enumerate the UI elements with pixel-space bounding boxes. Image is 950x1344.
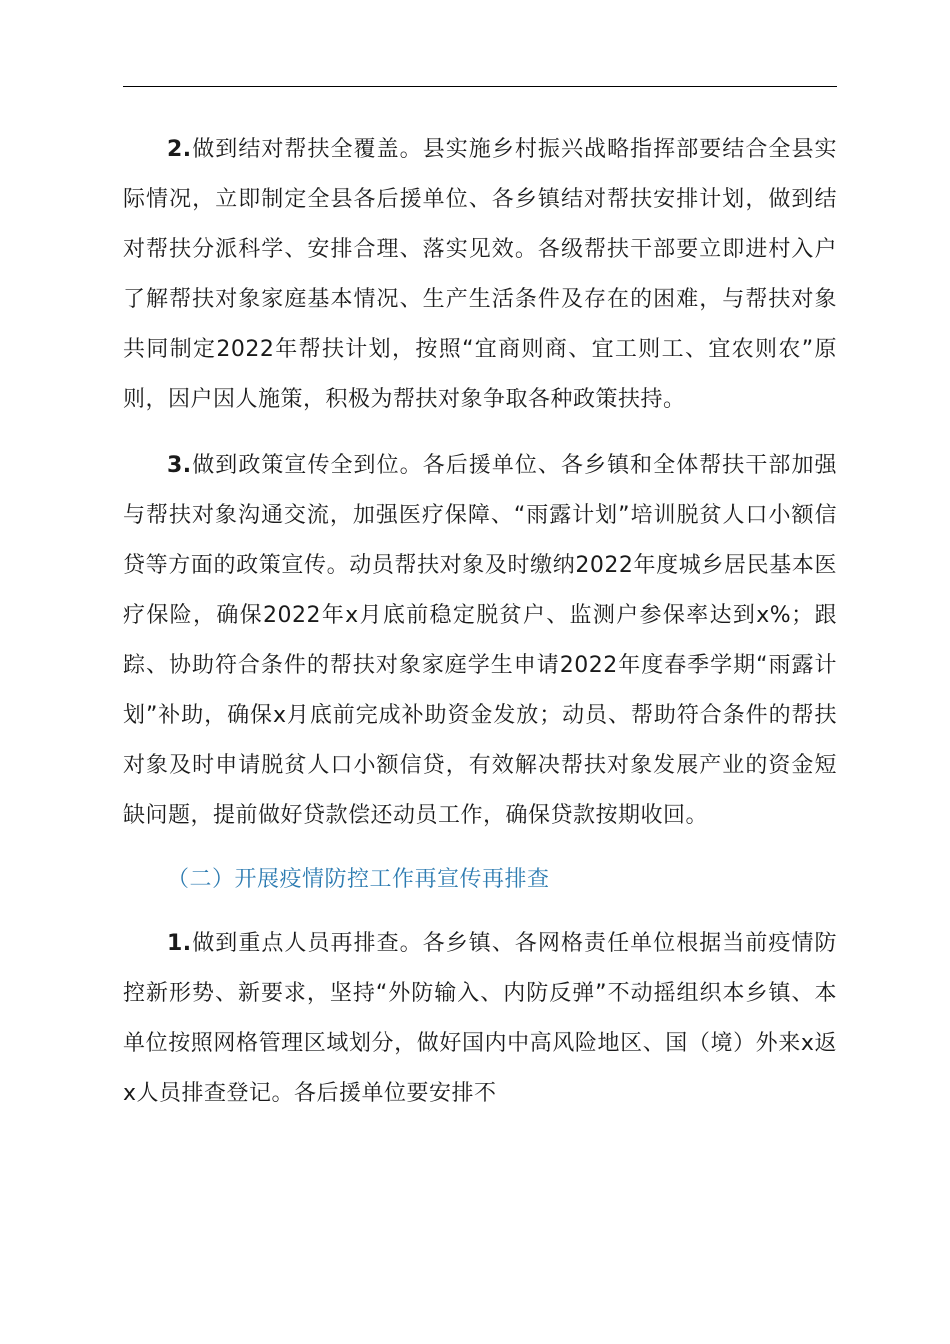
paragraph-item-1 (123, 919, 837, 1119)
paragraph-number: 3. (167, 453, 192, 478)
section-subheading: （二）开展疫情防控工作再宣传再排查 (167, 867, 550, 892)
document-body (123, 125, 837, 1119)
paragraph-text: 做到结对帮扶全覆盖。县实施乡村振兴战略指挥部要结合全县实际情况，立即制定全县各后援单位、各乡镇结对帮扶安排计划，做到结对帮扶分派科学、安排合理、落实见效。各级帮扶干部要立即进村入户了解帮扶对象家庭基本情况、生产生活条件及存在的困难，与帮扶对象共同制定2022年帮扶计划，按照“宜商则商、宜工则工、宜农则农”原则，因户因人施策，积极为帮扶对象争取各种政策扶持。 (123, 137, 837, 412)
header-rule (123, 86, 837, 87)
paragraph-number: 1. (167, 931, 192, 956)
paragraph-item-2 (123, 125, 837, 425)
paragraph-item-3 (123, 441, 837, 841)
paragraph-text: 做到政策宣传全到位。各后援单位、各乡镇和全体帮扶干部加强与帮扶对象沟通交流，加强医疗保障、“雨露计划”培训脱贫人口小额信贷等方面的政策宣传。动员帮扶对象及时缴纳2022年度城乡居民基本医疗保险，确保2022年x月底前稳定脱贫户、监测户参保率达到x%；跟踪、协助符合条件的帮扶对象家庭学生申请2022年度春季学期“雨露计划”补助，确保x月底前完成补助资金发放；动员、帮助符合条件的帮扶对象及时申请脱贫人口小额信贷，有效解决帮扶对象发展产业的资金短缺问题，提前做好贷款偿还动员工作，确保贷款按期收回。 (123, 453, 837, 828)
paragraph-number: 2. (167, 137, 192, 162)
paragraph-text: 做到重点人员再排查。各乡镇、各网格责任单位根据当前疫情防控新形势、新要求，坚持“外防输入、内防反弹”不动摇组织本乡镇、本单位按照网格管理区域划分，做好国内中高风险地区、国（境）外来x返x人员排查登记。各后援单位要安排不 (123, 931, 837, 1106)
